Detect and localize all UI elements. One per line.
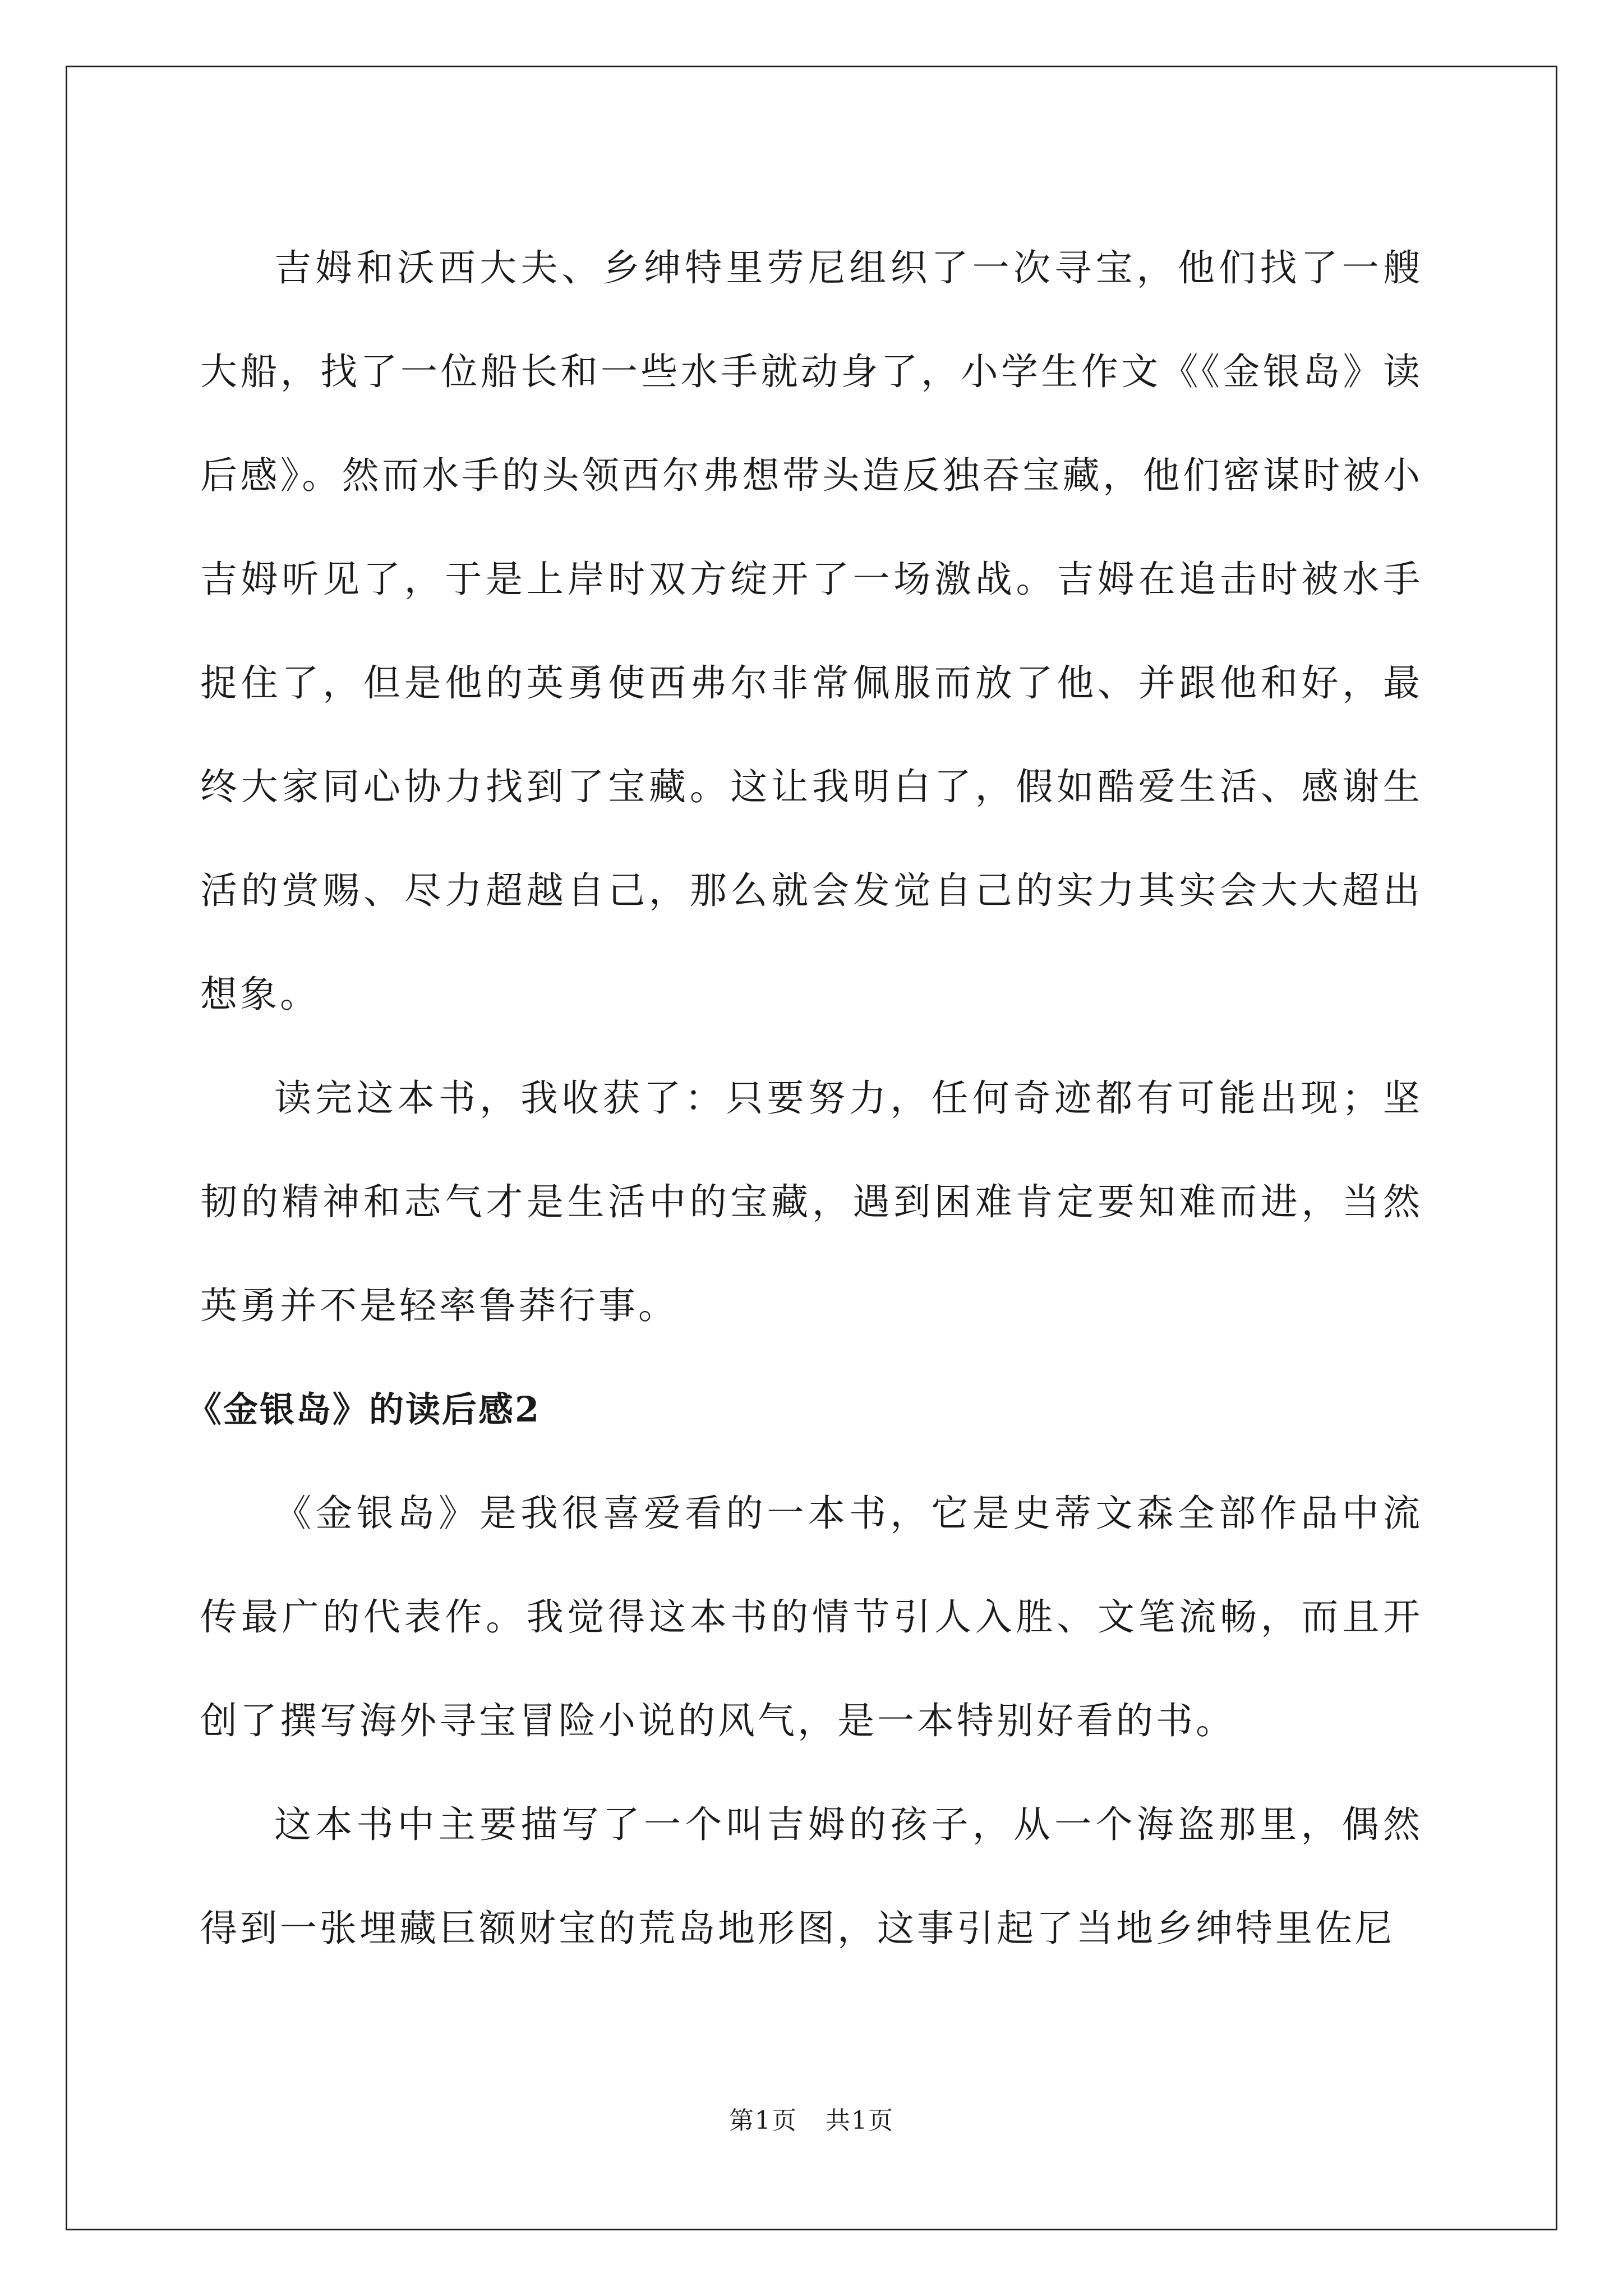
document-body bbox=[187, 216, 1423, 1980]
page-total: 共1页 bbox=[826, 2106, 894, 2135]
paragraph-takeaway: 读完这本书，我收获了：只要努力，任何奇迹都有可能出现；坚韧的精神和志气才是生活中的宝藏，遇到困难肯定要知难而进，当然英勇并不是轻率鲁莽行事。 bbox=[200, 1076, 1423, 1327]
paragraph-plot-summary: 这本书中主要描写了一个叫吉姆的孩子，从一个海盗那里，偶然得到一张埋藏巨额财宝的荒岛地形图，这事引起了当地乡绅特里佐尼 bbox=[200, 1803, 1423, 1950]
page-number: 第1页 bbox=[729, 2106, 797, 2135]
paragraph-treasure-hunt: 吉姆和沃西大夫、乡绅特里劳尼组织了一次寻宝，他们找了一艘大船，找了一位船长和一些水手就动身了，小学生作文《《金银岛》读后感》。然而水手的头领西尔弗想带头造反独吞宝藏，他们密谋时被小吉姆听见了，于是上岸时双方绽开了一场激战。吉姆在追击时被水手捉住了，但是他的英勇使西弗尔非常佩服而放了他、并跟他和好，最终大家同心协力找到了宝藏。这让我明白了，假如酷爱生活、感谢生活的赏赐、尽力超越自己，那么就会发觉自己的实力其实会大大超出想象。 bbox=[200, 246, 1423, 1016]
section-heading: 《金银岛》的读后感2 bbox=[187, 1389, 541, 1430]
page-footer bbox=[0, 2100, 1623, 2136]
paragraph-book-intro: 《金银岛》是我很喜爱看的一本书，它是史蒂文森全部作品中流传最广的代表作。我觉得这本书的情节引人入胜、文笔流畅，而且开创了撰写海外寻宝冒险小说的风气，是一本特别好看的书。 bbox=[200, 1492, 1423, 1742]
